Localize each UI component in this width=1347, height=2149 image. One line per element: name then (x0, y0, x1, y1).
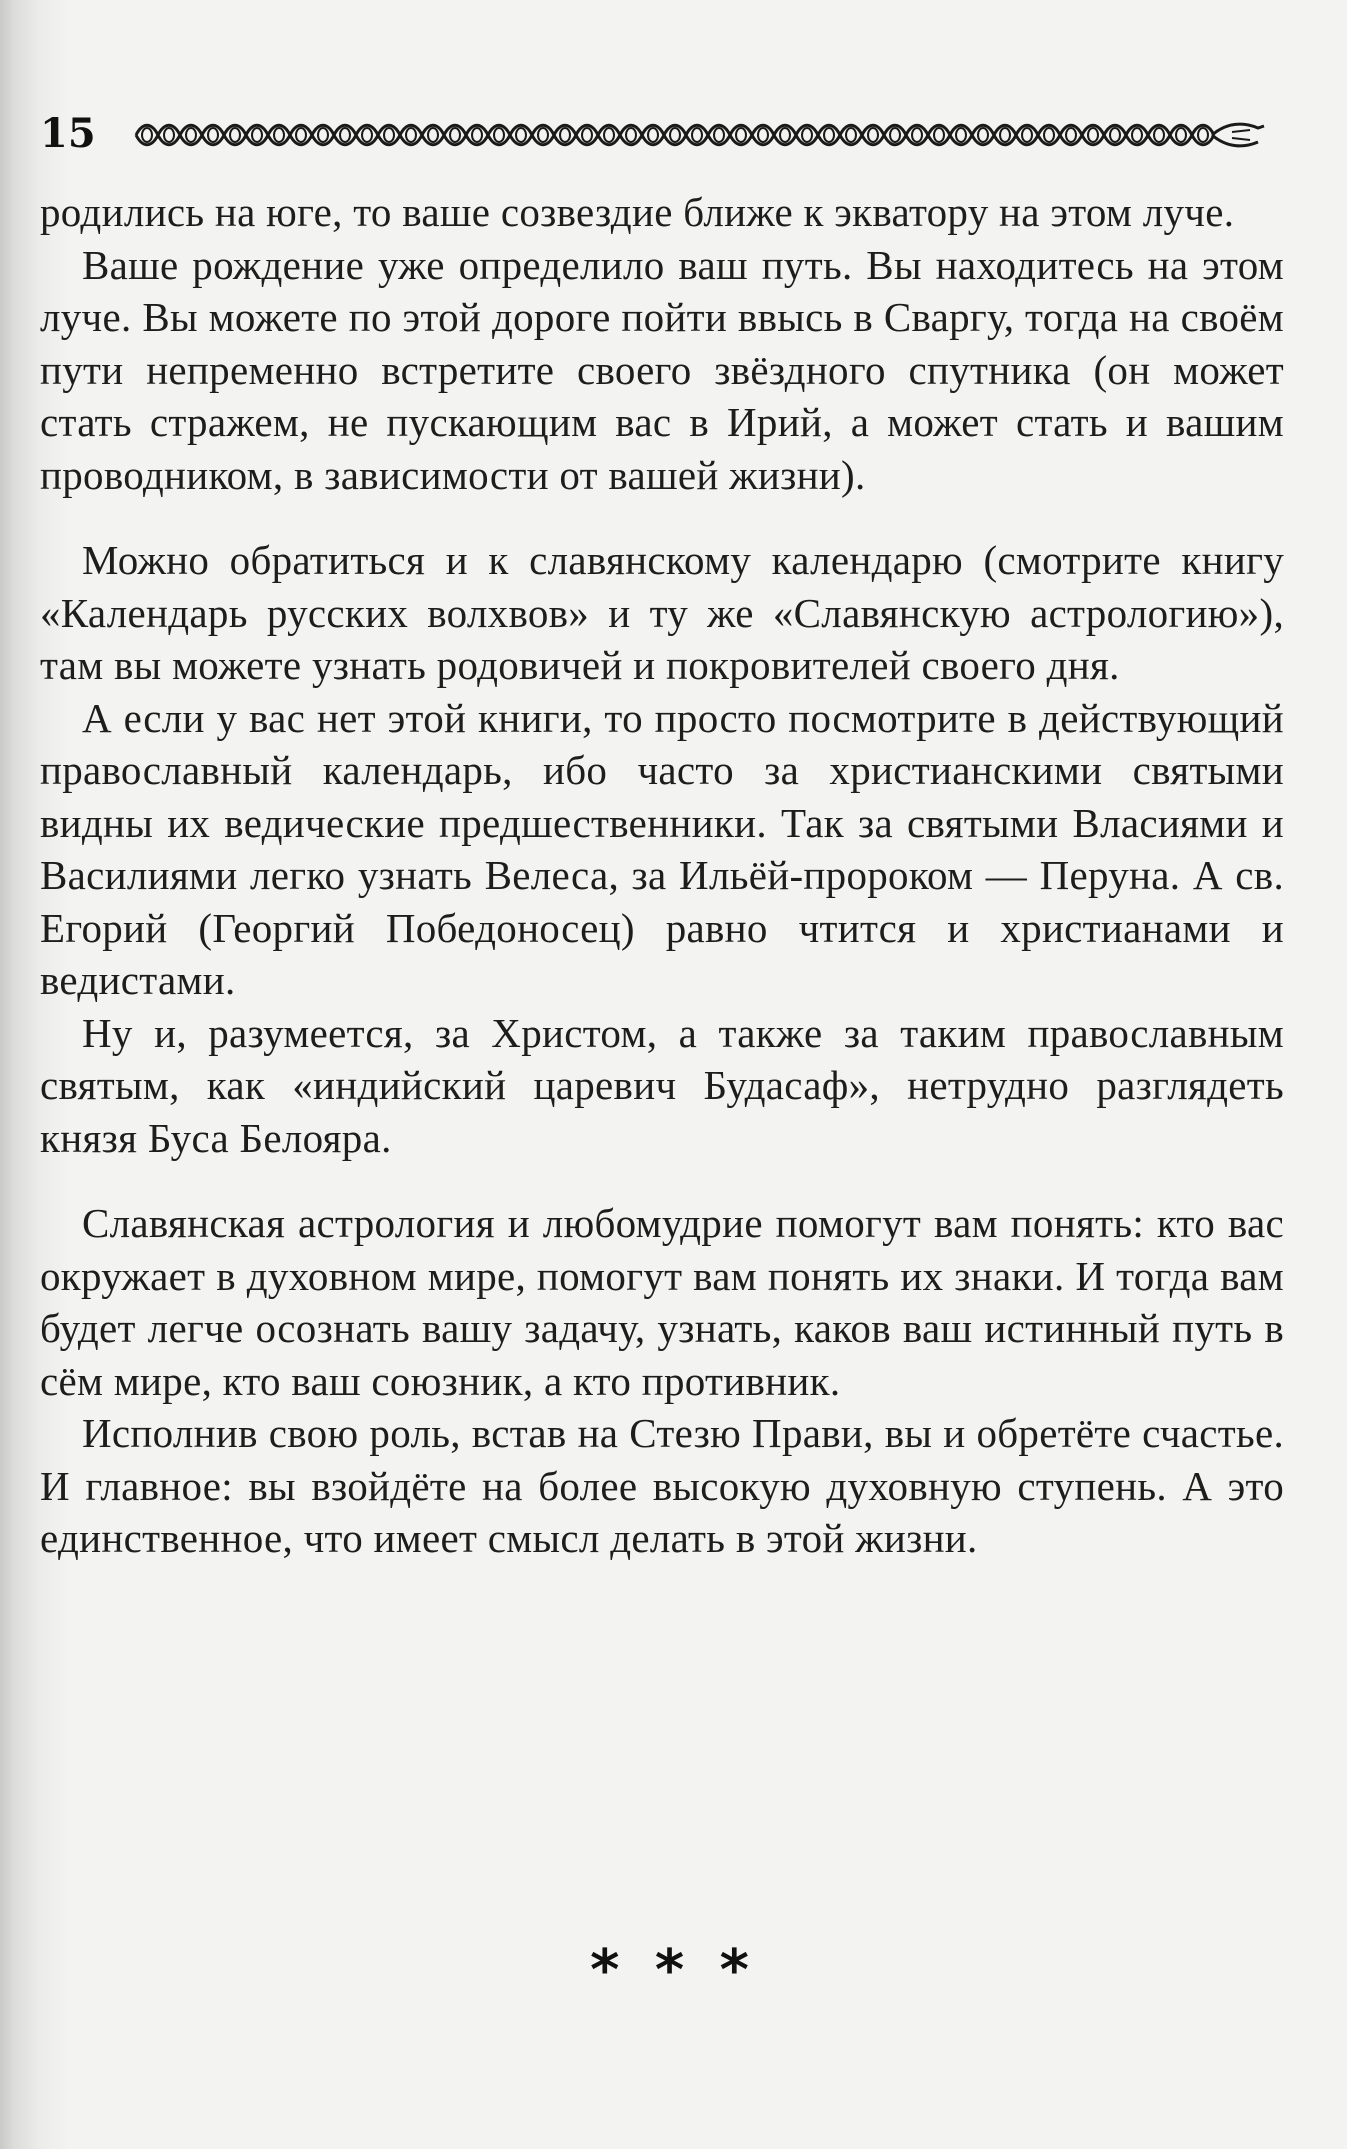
paragraph: Ваше рождение уже определило ваш путь. Вы находитесь на этом луче. Вы можете по этой дороге пойти ввысь в Сваргу, тогда на своём пути непременно встретите своего звёздного спутника (он может стать стражем, не пускающим вас в Ирий, а может стать и вашим проводником, в зависимости от вашей жизни). (40, 241, 1284, 498)
body-text (40, 186, 1284, 1565)
section-separator: * * * (590, 1938, 757, 2003)
paragraph: Исполнив свою роль, встав на Стезю Прави, вы и обретёте счастье. И главное: вы взойдёте на более высокую духовную ступень. А это единственное, что имеет смысл делать в этой жизни. (40, 1410, 1284, 1561)
paragraph: Ну и, разумеется, за Христом, а также за таким православным святым, как «индийский царевич Будасаф», нетрудно разглядеть князя Буса Белояра. (40, 1009, 1284, 1161)
page-header (40, 104, 1280, 164)
paragraph: А если у вас нет этой книги, то просто посмотрите в действующий православный календарь, ибо часто за христианскими святыми видны их ведические предшественники. Так за святыми Власиями и Василиями легко узнать Велеса, за Ильёй-пророком — Перуна. А св. Егорий (Георгий Победоносец) равно чтится и христианами и ведистами. (40, 694, 1284, 1003)
paragraph: Можно обратиться и к славянскому календарю (смотрите книгу «Календарь русских волхвов» и ту же «Славянскую астрологию»), там вы можете узнать родовичей и покровителей своего дня. (40, 537, 1284, 688)
page-number: 15 (40, 110, 96, 157)
paragraph-continuation: родились на юге, то ваше созвездие ближе к экватору на этом луче. (40, 189, 1235, 235)
paragraph: Славянская астрология и любомудрие помогут вам понять: кто вас окружает в духовном мире, помогут вам понять их знаки. И тогда вам будет легче осознать вашу задачу, узнать, каков ваш истинный путь в сём мире, кто ваш союзник, а кто противник. (40, 1200, 1284, 1404)
braided-rope-ornament-icon (132, 118, 1266, 152)
